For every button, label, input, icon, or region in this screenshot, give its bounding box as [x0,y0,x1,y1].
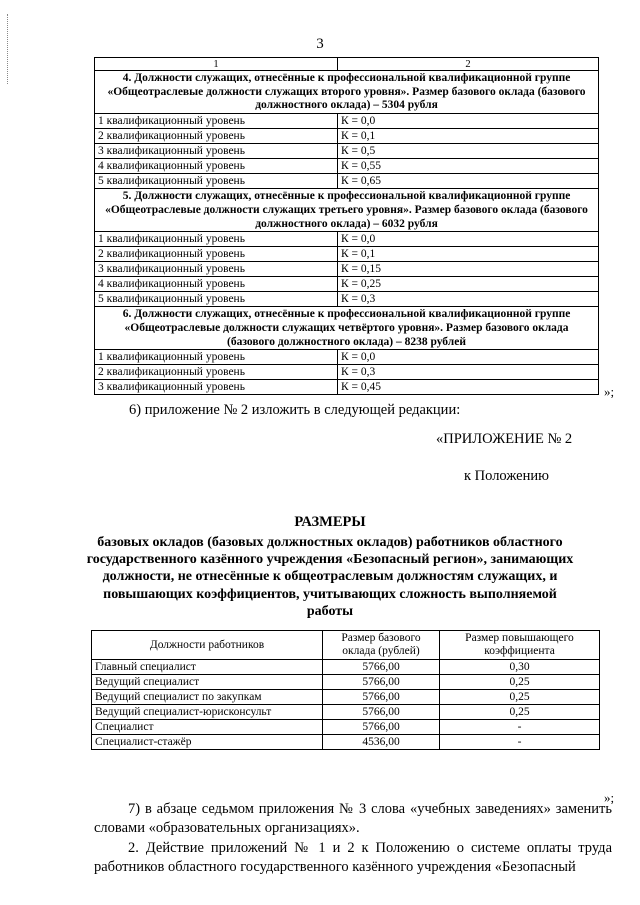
level-cell: 2 квалификационный уровень [95,129,338,144]
group-row [95,71,599,114]
position-cell: Ведущий специалист [92,675,323,690]
table-row [95,114,599,129]
group-title: 6. Должности служащих, отнесённые к профессиональной квалификационной группе «Общеотраслевые должности служащих четвёртого уровня». Размер базового оклада (базового должностного оклада) – 8238 рублей [95,307,599,350]
position-cell: Ведущий специалист по закупкам [92,690,323,705]
level-cell: 5 квалификационный уровень [95,292,338,307]
level-cell: 5 квалификационный уровень [95,174,338,189]
coef-cell: К = 0,0 [338,232,599,247]
level-cell: 1 квалификационный уровень [95,114,338,129]
coef-cell: К = 0,1 [338,247,599,262]
table-header-row [95,58,599,71]
coef-cell: К = 0,25 [338,277,599,292]
column-header: 2 [338,58,599,71]
salary-cell: 5766,00 [323,705,440,720]
position-cell: Специалист-стажёр [92,735,323,750]
table-row [95,159,599,174]
table-row [92,690,600,705]
table-header-row [92,631,600,660]
level-cell: 3 квалификационный уровень [95,144,338,159]
table-row [95,129,599,144]
table-row [95,277,599,292]
quote-close-mark: »; [604,384,615,399]
table-row [95,174,599,189]
level-cell: 1 квалификационный уровень [95,232,338,247]
level-cell: 3 квалификационный уровень [95,262,338,277]
coef-cell: К = 0,0 [338,350,599,365]
coef-cell: К = 0,5 [338,144,599,159]
table-row [92,735,600,750]
coef-cell: К = 0,45 [338,380,599,395]
paragraph-2: 2. Действие приложений № 1 и 2 к Положению о системе оплаты труда работников областного государственного казённого учреждения «Безопасный [94,840,612,875]
column-header: Должности работников [92,631,323,660]
table-row [95,380,599,395]
document-heading: РАЗМЕРЫ [294,514,366,530]
coef-cell: 0,25 [440,705,600,720]
qualification-table [94,57,599,395]
coef-cell: 0,25 [440,690,600,705]
group-row [95,307,599,350]
coef-cell: К = 0,3 [338,292,599,307]
group-row [95,189,599,232]
column-header: Размер повышающего коэффициента [440,631,600,660]
salary-cell: 5766,00 [323,660,440,675]
table-row [92,675,600,690]
coef-cell: 0,25 [440,675,600,690]
coef-cell: - [440,720,600,735]
salary-table [91,630,600,750]
level-cell: 2 квалификационный уровень [95,247,338,262]
table-row [95,262,599,277]
table-row [95,232,599,247]
table-row [95,247,599,262]
appendix-title: «ПРИЛОЖЕНИЕ № 2 [436,431,573,447]
coef-cell: К = 0,3 [338,365,599,380]
coef-cell: К = 0,65 [338,174,599,189]
paragraph-7: 7) в абзаце седьмом приложения № 3 слова «учебных заведениях» заменить словами «образовательных организациях». [94,801,612,836]
coef-cell: К = 0,0 [338,114,599,129]
appendix-subtitle: к Положению [464,468,549,484]
level-cell: 3 квалификационный уровень [95,380,338,395]
table-row [92,720,600,735]
level-cell: 1 квалификационный уровень [95,350,338,365]
position-cell: Главный специалист [92,660,323,675]
table-row [92,705,600,720]
position-cell: Ведущий специалист-юрисконсульт [92,705,323,720]
level-cell: 4 квалификационный уровень [95,277,338,292]
salary-cell: 5766,00 [323,675,440,690]
group-title: 4. Должности служащих, отнесённые к профессиональной квалификационной группе «Общеотраслевые должности служащих второго уровня». Размер базового оклада (базового должностного оклада) – 5304 рубля [95,71,599,114]
salary-cell: 5766,00 [323,690,440,705]
column-header: Размер базового оклада (рублей) [323,631,440,660]
level-cell: 2 квалификационный уровень [95,365,338,380]
page-number: 3 [316,36,324,52]
table-row [95,350,599,365]
coef-cell: К = 0,1 [338,129,599,144]
salary-cell: 4536,00 [323,735,440,750]
coef-cell: 0,30 [440,660,600,675]
table-row [92,660,600,675]
level-cell: 4 квалификационный уровень [95,159,338,174]
item-6-text: 6) приложение № 2 изложить в следующей редакции: [129,402,461,418]
column-header: 1 [95,58,338,71]
group-title: 5. Должности служащих, отнесённые к профессиональной квалификационной группе «Общеотраслевые должности служащих третьего уровня». Размер базового оклада (базового должностного оклада) – 6032 рубля [95,189,599,232]
salary-cell: 5766,00 [323,720,440,735]
table-row [95,292,599,307]
coef-cell: К = 0,15 [338,262,599,277]
coef-cell: К = 0,55 [338,159,599,174]
table-row [95,365,599,380]
table-row [95,144,599,159]
heading-description: базовых окладов (базовых должностных окладов) работников областного государственного казённого учреждения «Безопасный регион», занимающих должности, не отнесённые к общеотраслевым должностям служащих, и повышающих коэффициентов, учитывающих сложность выполняемой работы [86,535,574,619]
quote-close-mark: »; [604,790,615,805]
position-cell: Специалист [92,720,323,735]
coef-cell: - [440,735,600,750]
